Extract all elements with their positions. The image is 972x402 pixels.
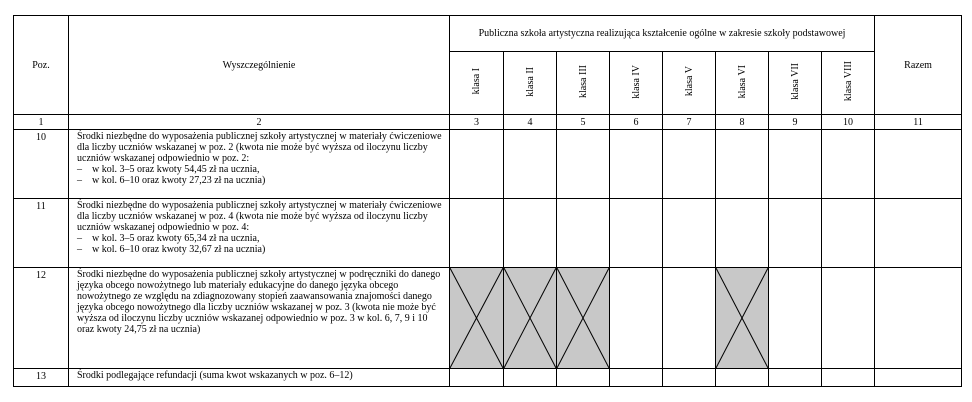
empty-cell (663, 130, 716, 199)
empty-cell (450, 130, 504, 199)
crossed-out-cell (716, 268, 769, 369)
column-number: 10 (822, 115, 875, 130)
column-number: 6 (610, 115, 663, 130)
column-number: 8 (716, 115, 769, 130)
header-group: Publiczna szkoła artystyczna realizująca kształcenie ogólne w zakresie szkoły podstawowej (450, 16, 875, 52)
empty-cell (822, 268, 875, 369)
empty-cell (822, 130, 875, 199)
row-description: Środki niezbędne do wyposażenia publicznej szkoły artystycznej w materiały ćwiczeniowe dla liczby uczniów wskazanej w poz. 2 (kwota nie może być wyższa od iloczynu liczby uczniów wskazanej odpowiednio w poz. 2: – w kol. 3–5 oraz kwoty 54,45 zł na ucznia, – w kol. 6–10 oraz kwoty 27,23 zł na ucznia) (69, 130, 450, 199)
row-poz: 11 (14, 199, 69, 268)
header-poz: Poz. (14, 16, 69, 115)
header-class-8: klasa VIII (822, 52, 875, 115)
column-number: 11 (875, 115, 962, 130)
empty-cell (822, 369, 875, 387)
row-poz: 12 (14, 268, 69, 369)
empty-cell (875, 369, 962, 387)
empty-cell (610, 130, 663, 199)
data-table (13, 15, 962, 387)
empty-cell (504, 199, 557, 268)
row-poz: 13 (14, 369, 69, 387)
header-class-4: klasa IV (610, 52, 663, 115)
header-class-5: klasa V (663, 52, 716, 115)
crossed-out-cell (557, 268, 610, 369)
empty-cell (557, 369, 610, 387)
empty-cell (504, 130, 557, 199)
empty-cell (450, 199, 504, 268)
empty-cell (610, 199, 663, 268)
empty-cell (769, 130, 822, 199)
column-number: 5 (557, 115, 610, 130)
empty-cell (663, 199, 716, 268)
empty-cell (610, 268, 663, 369)
table-row (14, 268, 962, 369)
crossed-out-cell (450, 268, 504, 369)
empty-cell (557, 199, 610, 268)
empty-cell (875, 268, 962, 369)
table-row (14, 130, 962, 199)
empty-cell (663, 268, 716, 369)
empty-cell (769, 369, 822, 387)
empty-cell (557, 130, 610, 199)
column-number: 2 (69, 115, 450, 130)
empty-cell (663, 369, 716, 387)
empty-cell (716, 130, 769, 199)
column-number: 1 (14, 115, 69, 130)
column-number: 7 (663, 115, 716, 130)
empty-cell (769, 199, 822, 268)
empty-cell (769, 268, 822, 369)
header-class-6: klasa VI (716, 52, 769, 115)
crossed-out-cell (504, 268, 557, 369)
header-wyszczegolnienie: Wyszczególnienie (69, 16, 450, 115)
row-poz: 10 (14, 130, 69, 199)
header-class-7: klasa VII (769, 52, 822, 115)
row-description: Środki niezbędne do wyposażenia publicznej szkoły artystycznej w materiały ćwiczeniowe dla liczby uczniów wskazanej w poz. 4 (kwota nie może być wyższa od iloczynu liczby uczniów wskazanej odpowiednio w poz. 4: – w kol. 3–5 oraz kwoty 65,34 zł na ucznia, – w kol. 6–10 oraz kwoty 32,67 zł na ucznia) (69, 199, 450, 268)
empty-cell (716, 199, 769, 268)
empty-cell (822, 199, 875, 268)
empty-cell (875, 199, 962, 268)
header-razem: Razem (875, 16, 962, 115)
column-number: 3 (450, 115, 504, 130)
header-class-2: klasa II (504, 52, 557, 115)
table-row (14, 369, 962, 387)
header-class-1: klasa I (450, 52, 504, 115)
column-number: 4 (504, 115, 557, 130)
row-description: Środki podlegające refundacji (suma kwot wskazanych w poz. 6–12) (69, 369, 450, 387)
table-row (14, 199, 962, 268)
empty-cell (716, 369, 769, 387)
column-numbers-row (14, 115, 962, 130)
column-number: 9 (769, 115, 822, 130)
row-description: Środki niezbędne do wyposażenia publicznej szkoły artystycznej w podręczniki do danego języka obcego nowożytnego lub materiały edukacyjne do danego języka obcego nowożytnego ze względu na zdiagnozowany stopień zaawansowania znajomości danego języka obcego nowożytnego dla liczby uczniów wskazanej w poz. 3 (kwota nie może być wyższa od iloczynu liczby uczniów wskazanej odpowiednio w poz. 3 w kol. 6, 7, 9 i 10 oraz kwoty 24,75 zł na ucznia) (69, 268, 450, 369)
empty-cell (504, 369, 557, 387)
empty-cell (875, 130, 962, 199)
empty-cell (450, 369, 504, 387)
header-class-3: klasa III (557, 52, 610, 115)
empty-cell (610, 369, 663, 387)
